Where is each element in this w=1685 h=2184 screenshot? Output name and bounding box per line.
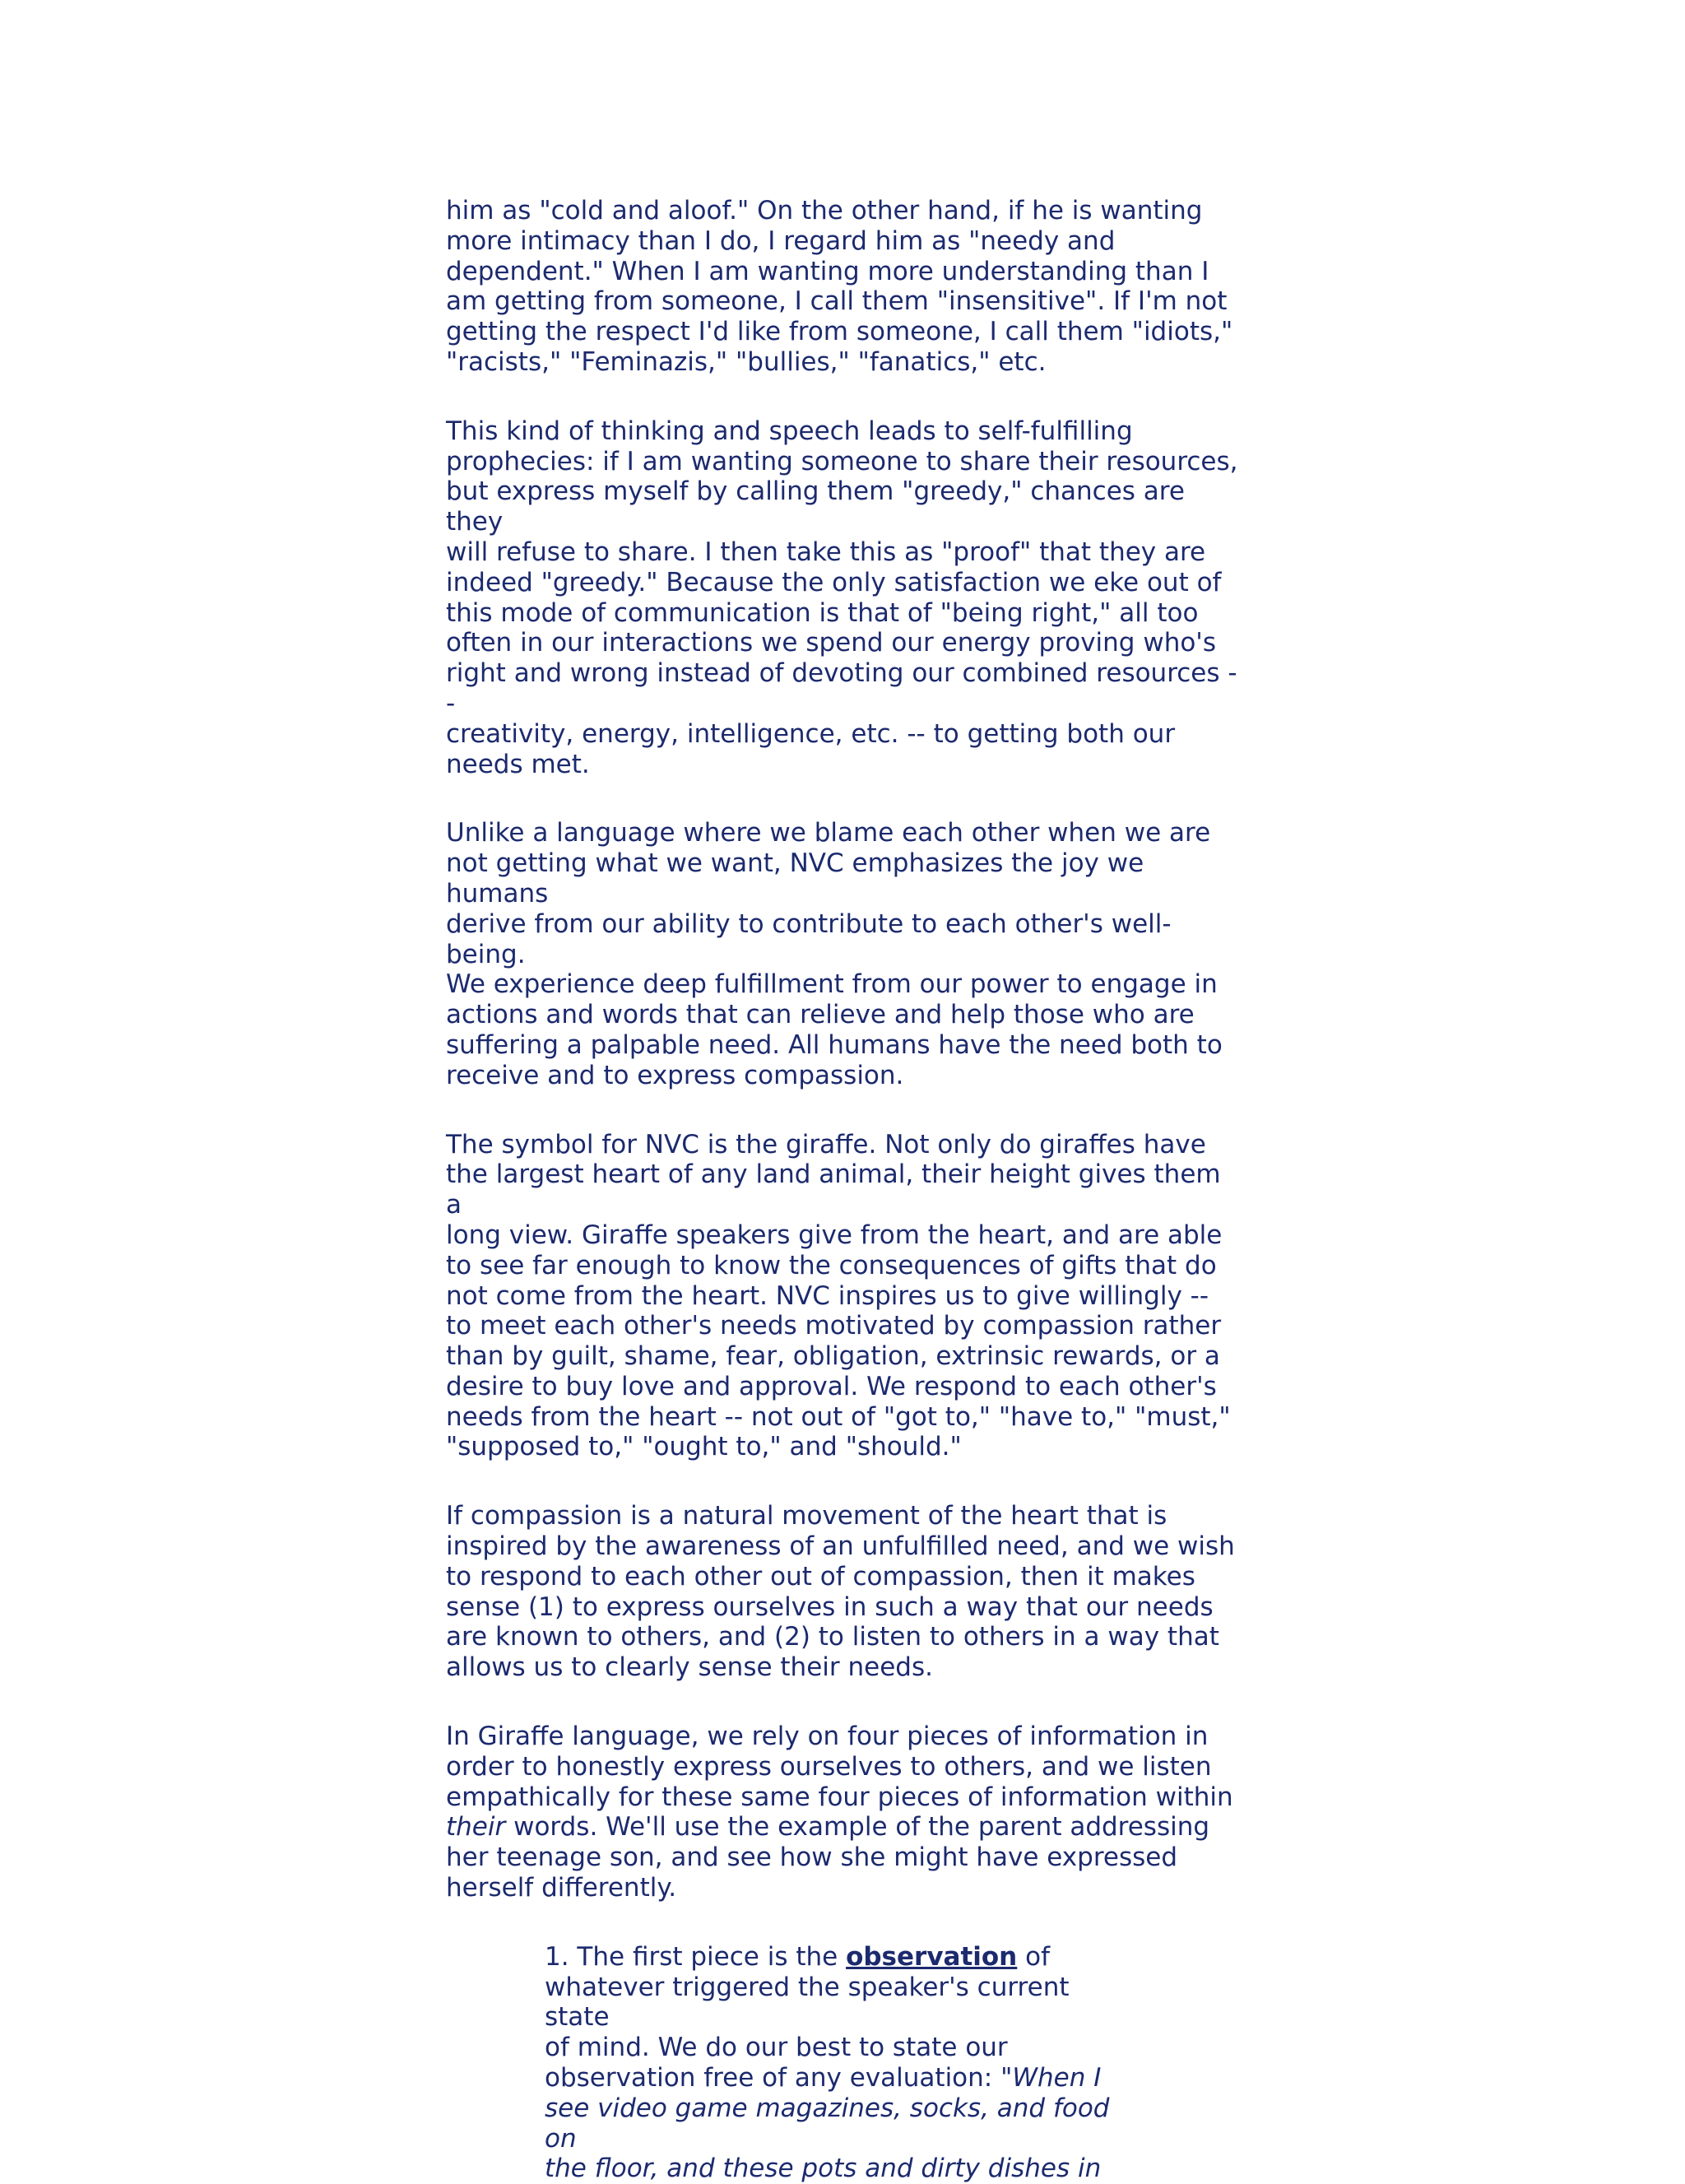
text-column <box>446 196 1244 2184</box>
paragraph-labels: him as "cold and aloof." On the other hand, if he is wanting more intimacy than I do, I regard him as "needy and dependent." When I am wanting more understanding than I am getting from someone, I call them "insensitive". If I'm not getting the respect I'd like from someone, I call them "idiots," "racists," "Feminazis," "bullies," "fanatics," etc. <box>446 196 1233 377</box>
observation-link[interactable]: observation <box>846 1941 1018 1972</box>
giraffe-paragraph-part1: In Giraffe language, we rely on four pieces of information in order to honestly express ourselves to others, and we listen empathically for these same four pieces of information within <box>446 1722 1233 1812</box>
emphasis-their: their <box>446 1812 506 1842</box>
giraffe-paragraph-part2: words. We'll use the example of the parent addressing her teenage son, and see how she might have expressed herself differently. <box>446 1812 1210 1903</box>
paragraph-self-fulfilling: This kind of thinking and speech leads to self-fulfilling prophecies: if I am wanting someone to share their resources, but express myself by calling them "greedy," chances are they will refuse to share. I then take this as "proof" that they are indeed "greedy." Because the only satisfaction we eke out of this mode of communication is that of "being right," all too often in our interactions we spend our energy proving who's right and wrong instead of devoting our combined resources -- creativity, energy, intelligence, etc. -- to getting both our needs met. <box>446 416 1238 779</box>
paragraph-giraffe-language <box>446 1722 1244 1903</box>
paragraph-giraffe-symbol: The symbol for NVC is the giraffe. Not only do giraffes have the largest heart of any land animal, their height gives them a long view. Giraffe speakers give from the heart, and are able to see far enough to know the consequences of gifts that do not come from the heart. NVC inspires us to give willingly -- to meet each other's needs motivated by compassion rather than by guilt, shame, fear, obligation, extrinsic rewards, or a desire to buy love and approval. We respond to each other's needs from the heart -- not out of "got to," "have to," "must," "supposed to," "ought to," and "should." <box>446 1129 1231 1462</box>
item1-middle: of whatever triggered the speaker's current state of mind. We do our best to state our observation free of any evaluation: <box>545 1941 1070 2093</box>
item1-quote: "When I see video game magazines, socks, and food on the floor, and these pots and dirty dishes in <box>545 2063 1110 2184</box>
paragraph-compassion: If compassion is a natural movement of the heart that is inspired by the awareness of an unfulfilled need, and we wish to respond to each other out of compassion, then it makes sense (1) to express ourselves in such a way that our needs are known to others, and (2) to listen to others in a way that allows us to clearly sense their needs. <box>446 1501 1235 1683</box>
item1-prefix: 1. The first piece is the <box>545 1941 847 1972</box>
paragraph-nvc-joy: Unlike a language where we blame each other when we are not getting what we want, NVC emphasizes the joy we humans derive from our ability to contribute to each other's well-being. We experience deep fulfillment from our power to engage in actions and words that can relieve and help those who are suffering a palpable need. All humans have the need both to receive and to express compassion. <box>446 818 1223 1090</box>
list-item-observation <box>545 1942 1137 2184</box>
